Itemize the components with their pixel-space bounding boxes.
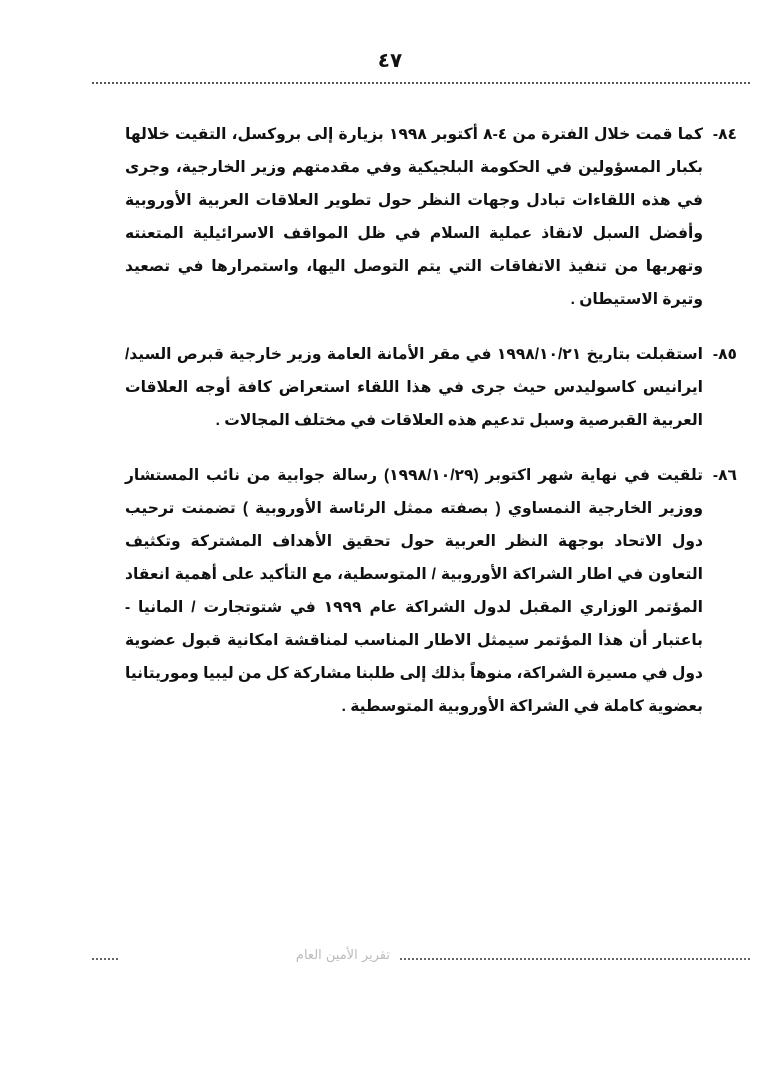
document-body xyxy=(125,118,737,745)
paragraph-text: كما قمت خلال الفترة من ٤-٨ أكتوبر ١٩٩٨ بزيارة إلى بروكسل، التقيت خلالها بكبار المسؤولين في الحكومة البلجيكية وفي مقدمتهم وزير الخارجية، وجرى في هذه اللقاءات تبادل وجهات النظر حول تطوير العلاقات العربية الأوروبية وأفضل السبل لانقاذ عملية السلام في ظل المواقف الاسرائيلية المتعنته وتهربها من تنفيذ الاتفاقات التي يتم التوصل اليها، واستمرارها في تصعيد وتيرة الاستيطان . xyxy=(125,126,703,308)
paragraph-number: ٨٤- xyxy=(712,126,737,143)
footer-text: تقرير الأمين العام xyxy=(295,948,390,963)
paragraph-text: استقبلت بتاريخ ١٩٩٨/١٠/٢١ في مقر الأمانة العامة وزير خارجية قبرص السيد/ ايرانيس كاسوليدس حيث جرى في هذا اللقاء استعراض كافة أوجه العلاقات العربية القبرصية وسبل تدعيم هذه العلاقات في مختلف المجالات . xyxy=(125,346,703,429)
header-divider xyxy=(92,82,750,84)
paragraph-text: تلقيت في نهاية شهر اكتوبر (١٩٩٨/١٠/٢٩) رسالة جوابية من نائب المستشار ووزير الخارجية النمساوي ( بصفته ممثل الرئاسة الأوروبية ) تضمنت ترحيب دول الاتحاد بوجهة النظر العربية حول تحقيق الأهداف المشتركة وتكثيف التعاون في اطار الشراكة الأوروبية / المتوسطية، مع التأكيد على أهمية انعقاد المؤتمر الوزاري المقبل لدول الشراكة عام ١٩٩٩ في شتوتجارت / المانيا - باعتبار أن هذا المؤتمر سيمثل الاطار المناسب لمناقشة امكانية قبول عضوية دول في مسيرة الشراكة، منوهاً بذلك إلى طلبنا مشاركة كل من ليبيا وموريتانيا بعضوية كاملة في الشراكة الأوروبية المتوسطية . xyxy=(125,467,704,715)
paragraph-number: ٨٥- xyxy=(712,346,737,363)
paragraph-84 xyxy=(125,118,737,316)
page-footer xyxy=(92,948,750,968)
footer-divider xyxy=(400,958,750,960)
paragraph-86 xyxy=(125,459,737,723)
page-number: ٤٧ xyxy=(377,48,403,72)
footer-divider-short xyxy=(92,958,118,960)
paragraph-85 xyxy=(125,338,737,437)
paragraph-number: ٨٦- xyxy=(712,467,737,484)
